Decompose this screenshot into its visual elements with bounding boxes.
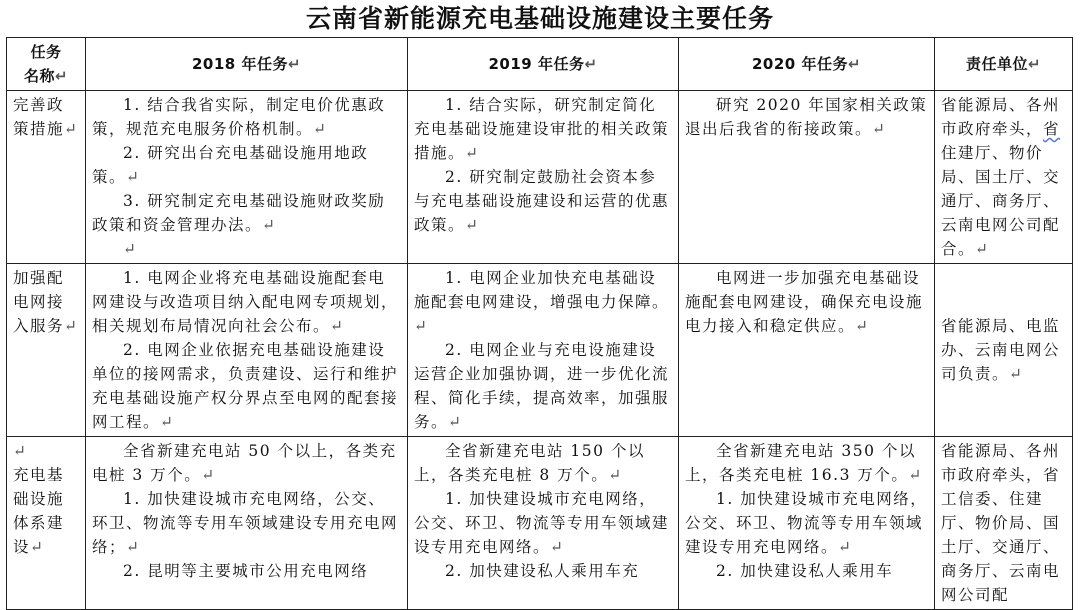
return-mark-icon: ↵ <box>287 55 302 73</box>
task-paragraph: 2. 电网企业依据充电基础设施建设单位的接网需求，负责建设、运行和维护充电基础设施产权分界点至电网的配套接网工程。↵ <box>92 341 399 431</box>
task-2019-cell <box>408 264 679 437</box>
task-2019-cell <box>408 437 679 610</box>
task-paragraph: 全省新建充电站 50 个以上，各类充电桩 3 万个。↵ <box>92 442 397 484</box>
task-paragraph: 全省新建充电站 150 个以上，各类充电桩 8 万个。↵ <box>414 442 645 484</box>
task-paragraph: 2. 研究出台充电基础设施用地政策。↵ <box>92 144 369 186</box>
header-task-name-line1: 任务 <box>30 43 62 61</box>
task-2018-cell <box>86 91 408 264</box>
responsible-unit-cell: 省能源局、电监办、云南电网公司负责。↵ <box>935 264 1073 437</box>
table-header-row <box>7 38 1073 91</box>
task-paragraph: 1. 加快建设城市充电网络，公交、环卫、物流等专用车领域建设专用充电网络。↵ <box>685 490 928 556</box>
task-paragraph: 研究 2020 年国家相关政策退出后我省的衔接政策。↵ <box>685 96 928 138</box>
empty-paragraph: ↵ <box>123 240 138 258</box>
table-row <box>7 437 1073 610</box>
header-2020: 2020 年任务↵ <box>679 38 935 91</box>
table-row <box>7 91 1073 264</box>
task-2018-cell <box>86 264 408 437</box>
task-paragraph: 2. 加快建设私人乘用车 <box>716 562 894 580</box>
task-paragraph: 电网进一步加强充电基础设施配套电网建设，确保充电设施电力接入和稳定供应。↵ <box>685 269 924 335</box>
task-2019-cell <box>408 91 679 264</box>
task-name-cell: 完善政策措施↵ <box>7 91 86 264</box>
spellcheck-underline: 省 <box>1043 120 1061 138</box>
task-name-cell: 加强配电网接入服务↵ <box>7 264 86 437</box>
responsible-unit-cell: 省能源局、各州市政府牵头，省工信委、住建厅、物价局、国土厅、交通厅、商务厅、云南电网公司配 <box>935 437 1073 610</box>
task-paragraph: 3. 研究制定充电基础设施财政奖励政策和资金管理办法。↵ <box>92 192 386 234</box>
task-2018-cell <box>86 437 408 610</box>
header-task-name-line2: 名称 <box>23 67 55 85</box>
task-2020-cell <box>679 91 935 264</box>
return-mark-icon: ↵ <box>1027 55 1042 73</box>
task-paragraph: 1. 加快建设城市充电网络，公交、环卫、物流等专用车领域建设专用充电网络。↵ <box>414 490 670 556</box>
return-mark-icon: ↵ <box>847 55 862 73</box>
header-2018: 2018 年任务↵ <box>86 38 408 91</box>
task-paragraph: 1. 电网企业将充电基础设施配套电网建设与改造项目纳入配电网专项规划，相关规划布局情况向社会公布。↵ <box>92 269 399 335</box>
task-paragraph: 1. 结合实际，研究制定简化充电基础设施建设审批的相关政策措施。↵ <box>414 96 670 162</box>
return-mark-icon: ↵ <box>584 55 598 73</box>
task-paragraph: 2. 昆明等主要城市公用充电网络 <box>123 562 369 580</box>
task-paragraph: 2. 研究制定鼓励社会资本参与充电基础设施建设和运营的优惠政策。↵ <box>414 168 670 234</box>
header-responsible-unit: 责任单位↵ <box>935 38 1073 91</box>
header-task-name <box>7 38 86 91</box>
task-2020-cell <box>679 437 935 610</box>
document-title: 云南省新能源充电基础设施建设主要任务 <box>305 4 774 33</box>
task-paragraph: 2. 电网企业与充电设施建设运营企业加强协调，进一步优化流程、简化手续，提高效率，加强服务。↵ <box>414 341 670 431</box>
task-paragraph: 1. 加快建设城市充电网络，公交、环卫、物流等专用车领域建设专用充电网络；↵ <box>92 490 399 556</box>
table-row <box>7 264 1073 437</box>
task-name-cell: ↵ 充电基础设施体系建设↵ <box>7 437 86 610</box>
task-paragraph: 全省新建充电站 350 个以上，各类充电桩 16.3 万个。↵ <box>685 442 923 484</box>
return-mark-icon: ↵ <box>54 67 69 85</box>
task-2020-cell <box>679 264 935 437</box>
task-paragraph: 1. 结合我省实际，制定电价优惠政策，规范充电服务价格机制。↵ <box>92 96 386 138</box>
task-paragraph: 2. 加快建设私人乘用车充 <box>445 562 640 580</box>
task-table <box>6 37 1073 610</box>
responsible-unit-cell: 省能源局、各州市政府牵头，省住建厅、物价局、国土厅、交通厅、商务厅、云南电网公司配合。↵ <box>935 91 1073 264</box>
header-2019: 2019 年任务↵ <box>408 38 679 91</box>
task-paragraph: 1. 电网企业加快充电基础设施配套电网建设，增强电力保障。↵ <box>414 269 670 335</box>
